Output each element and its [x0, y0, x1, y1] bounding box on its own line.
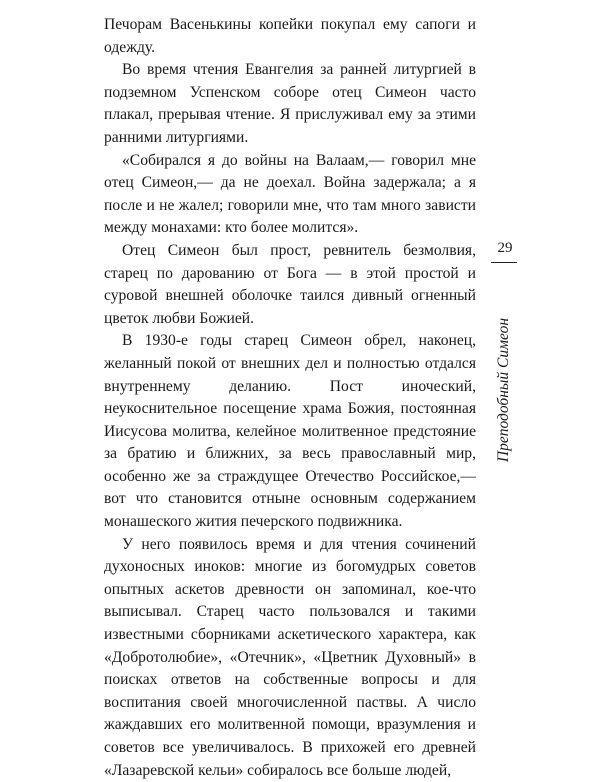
- paragraph-continuation: Печорам Васенькины копейки покупал ему сапоги и одежду.: [104, 16, 476, 56]
- page-number: 29: [497, 240, 513, 256]
- paragraph-simplicity: Отец Симеон был прост, ревнитель безмолвия, старец по дарованию от Бога — в этой простой и суровой внешней оболочке таился дивный огненный цветок любви Божией.: [104, 241, 476, 327]
- paragraph-valaam-quote: «Собирался я до войны на Валаам,— говорил мне отец Симеон,— да не доехал. Война задержала; а я после и не жалел; говорили мне, что там много зависти между монахами: кто более молится».: [104, 151, 476, 237]
- running-title: Преподобный Симеон: [495, 317, 512, 463]
- body-text: [104, 14, 476, 782]
- paragraph-1930s: В 1930-е годы старец Симеон обрел, наконец, желанный покой от внешних дел и полностью отдался внутреннему деланию. Пост иноческий, неукоснительное посещение храма Божия, постоянная Иисусова молитва, келейное молитвенное предстояние за братию и ближних, за весь православный мир, особенно же за страждущее Отечество Российское,— вот что становится отныне основным содержанием монашеского жития печерского подвижника.: [104, 332, 476, 531]
- page-number-divider: [491, 262, 517, 263]
- paragraph-reading-time: У него появилось время и для чтения сочинений духоносных иноков: многие из богомудрых советов опытных аскетов древности он запоминал, кое-что выписывал. Старец часто пользовался и такими известными сборниками аскетического характера, как «Добротолюбие», «Отечник», «Цветник Духовный» в поисках ответов на собственные вопросы и для воспитания своей многочисленной паствы. А число жаждавших его молитвенной помощи, вразумления и советов все увеличивалось. В прихожей его древней «Лазаревской кельи» собиралось все больше людей,: [104, 535, 476, 779]
- paragraph-gospel-reading: Во время чтения Евангелия за ранней литургией в подземном Успенском соборе отец Симеон часто плакал, прерывая чтение. Я прислуживал ему за этими ранними литургиями.: [104, 61, 476, 146]
